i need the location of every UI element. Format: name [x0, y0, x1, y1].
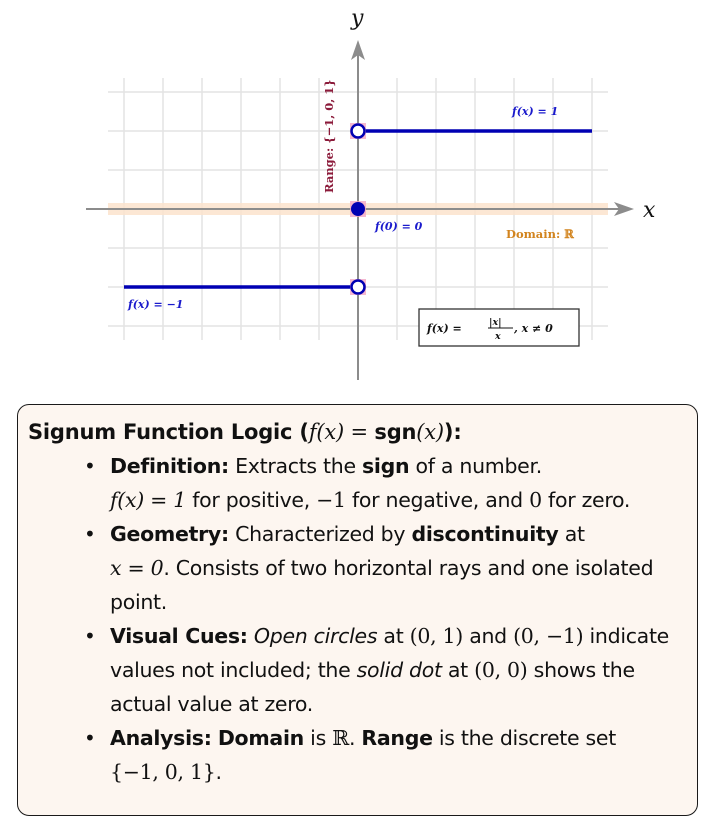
svg-text:, x ≠ 0: , x ≠ 0	[514, 322, 553, 335]
svg-text:x: x	[495, 331, 501, 342]
list-item-definition: • Definition: Extracts the sign of a number. f(x) = 1 for positive, −1 for negative, and 0 for zero.	[70, 449, 683, 517]
formula-box	[419, 309, 579, 346]
list-item-analysis: • Analysis: Domain is ℝ. Range is the discrete set {−1, 0, 1}.	[70, 721, 683, 789]
card-title: Signum Function Logic (f(x) = sgn(x)):	[28, 420, 462, 444]
label-positive: f(x) = 1	[512, 105, 559, 118]
range-label: Range: {−1, 0, 1}	[322, 79, 336, 193]
svg-text:|x|: |x|	[489, 317, 502, 328]
domain-label: Domain: ℝ	[506, 227, 574, 241]
open-circle-icon	[352, 125, 365, 138]
y-axis-label: y	[351, 6, 364, 31]
x-axis-label: x	[643, 198, 656, 223]
svg-text:f(x) =: f(x) =	[427, 322, 462, 335]
list-item-geometry: • Geometry: Characterized by discontinuity at x = 0. Consists of two horizontal rays and one isolated point.	[70, 517, 683, 619]
open-circle-icon	[352, 281, 365, 294]
signum-graph	[0, 0, 716, 385]
solid-dot-icon	[351, 202, 365, 216]
explanation-card	[17, 404, 698, 816]
bullet-list	[28, 449, 683, 789]
label-zero: f(0) = 0	[375, 220, 423, 233]
label-negative: f(x) = −1	[128, 298, 184, 311]
list-item-visual-cues: • Visual Cues: Open circles at (0, 1) and (0, −1) indicate values not included; the solid dot at (0, 0) shows the actual value at zero.	[70, 619, 683, 721]
